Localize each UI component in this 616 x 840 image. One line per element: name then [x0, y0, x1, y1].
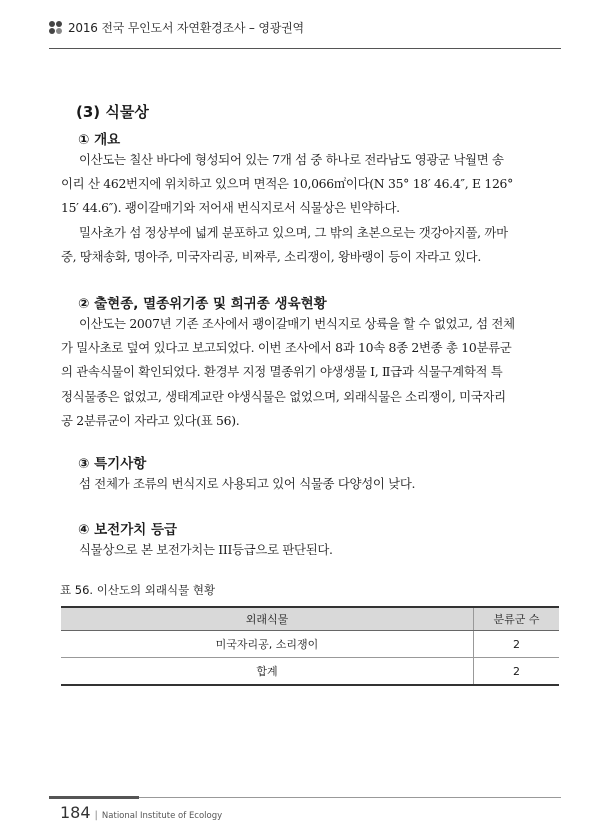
text-line: 섬 전체가 조류의 번식지로 사용되고 있어 식물종 다양성이 낮다.	[79, 476, 416, 491]
page-header	[0, 0, 616, 56]
table-cell: 합계	[61, 658, 474, 686]
sub1-para1	[61, 148, 559, 221]
text-line: 이산도는 칠산 바다에 형성되어 있는 7개 섬 중 하나로 전라남도 영광군 낙월면 송	[79, 152, 504, 167]
sub2-para	[61, 312, 559, 433]
text-line: 15′ 44.6″). 괭이갈매기와 저어새 번식지로서 식물상은 빈약하다.	[61, 200, 400, 216]
alien-plants-table	[61, 606, 559, 686]
footer-separator: |	[94, 810, 98, 821]
section-title: (3) 식물상	[76, 103, 149, 121]
page-footer	[60, 803, 222, 822]
header-title: 2016 전국 무인도서 자연환경조사 – 영광권역	[68, 21, 304, 35]
header-rule	[49, 48, 561, 49]
text-line: 정식물종은 없었고, 생태계교란 야생식물은 없었으며, 외래식물은 소리쟁이, 미국자리	[61, 388, 506, 404]
text-line: 밀사초가 섬 정상부에 넓게 분포하고 있으며, 그 밖의 초본으로는 갯강아지풀, 까마	[79, 225, 508, 240]
sub2-title: ② 출현종, 멸종위기종 및 희귀종 생육현황	[78, 296, 327, 312]
table-header-row	[61, 607, 559, 631]
table-cell: 미국자리공, 소리쟁이	[61, 631, 474, 658]
table-row	[61, 631, 559, 658]
text-line: 의 관속식물이 확인되었다. 환경부 지정 멸종위기 야생생물 Ⅰ, Ⅱ급과 식물구계학적 특	[61, 364, 503, 380]
text-line: 공 2분류군이 자라고 있다(표 56).	[61, 412, 240, 428]
table-caption: 표 56. 이산도의 외래식물 현황	[60, 583, 216, 597]
sub4-title: ④ 보전가치 등급	[78, 522, 178, 538]
table-cell: 2	[474, 631, 560, 658]
text-line: 식물상으로 본 보전가치는 III등급으로 판단된다.	[79, 542, 333, 557]
sub4-para	[61, 538, 559, 562]
sub1-para2	[61, 221, 559, 269]
table-cell: 2	[474, 658, 560, 686]
table-row	[61, 658, 559, 686]
text-line: 이산도는 2007년 기존 조사에서 괭이갈매기 번식지로 상륙을 할 수 없었고, 섬 전체	[79, 316, 515, 331]
table-header-cell: 외래식물	[61, 607, 474, 631]
sub3-para	[61, 472, 559, 496]
text-line: 이리 산 462번지에 위치하고 있으며 면적은 10,066㎡이다(N 35° 18′ 46.4″, E 126°	[61, 176, 514, 192]
page-number: 184	[60, 803, 91, 822]
text-line: 중, 땅채송화, 명아주, 미국자리공, 비짜루, 소리쟁이, 왕바랭이 등이 자라고 있다.	[61, 249, 481, 265]
text-line: 가 밀사초로 덮여 있다고 보고되었다. 이번 조사에서 8과 10속 8종 2변종 총 10분류군	[61, 340, 512, 356]
footer-institute: National Institute of Ecology	[101, 811, 223, 821]
header-dots-icon	[49, 21, 63, 35]
sub1-title: ① 개요	[78, 132, 121, 148]
footer-accent-bar	[49, 796, 139, 799]
sub3-title: ③ 특기사항	[78, 456, 147, 472]
table-header-cell: 분류군 수	[474, 607, 560, 631]
